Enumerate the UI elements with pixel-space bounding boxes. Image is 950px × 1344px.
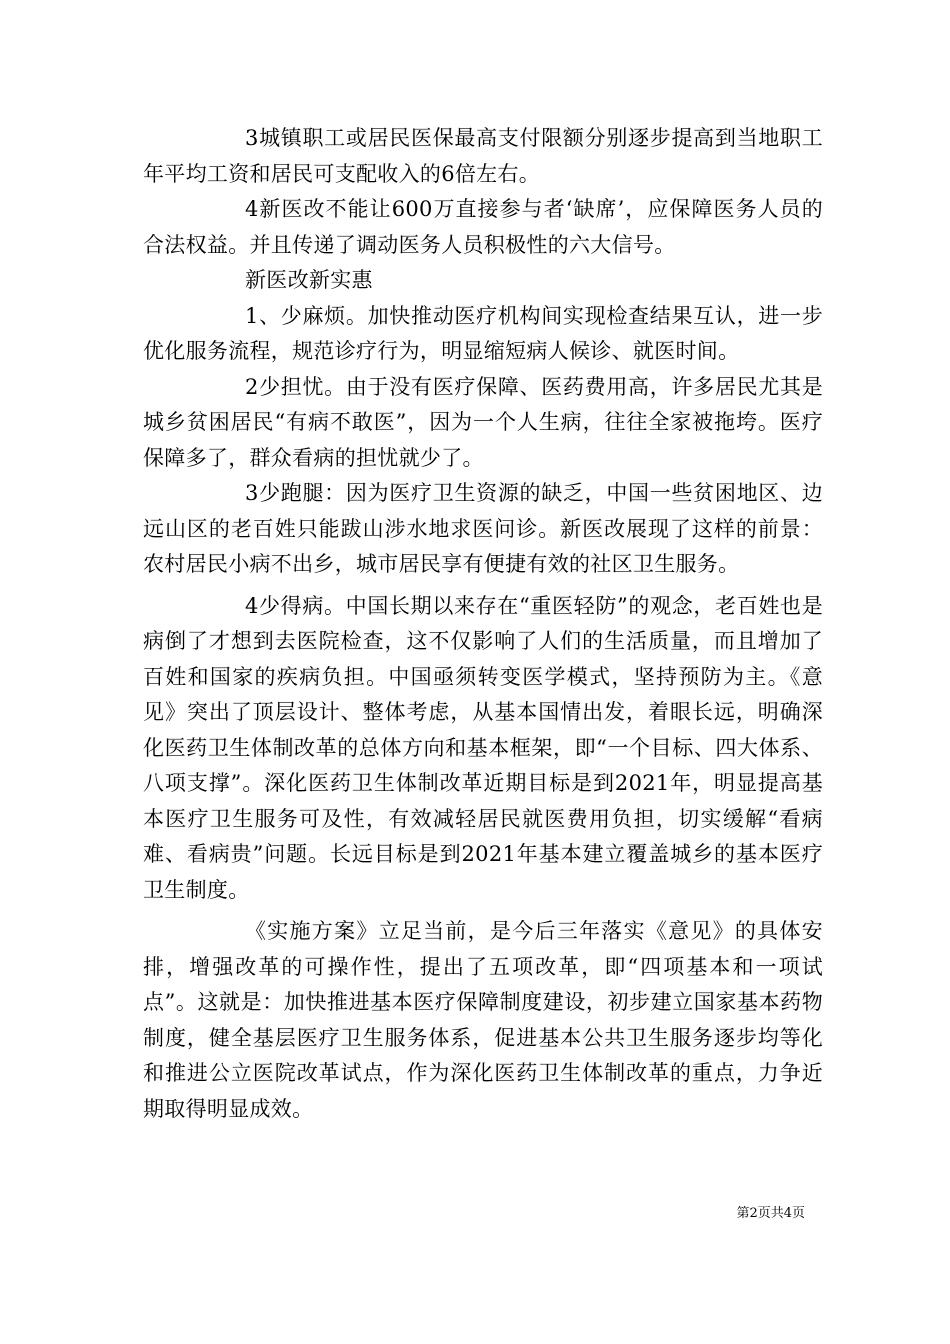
paragraph-less-illness: 4少得病。中国长期以来存在“重医轻防”的观念，老百姓也是病倒了才想到去医院检查，这不仅影响了人们的生活质量，而且增加了百姓和国家的疾病负担。中国亟须转变医学模式，坚持预防为主。《意见》突出了顶层设计、整体考虑，从基本国情出发，着眼长远，明确深化医药卫生体制改革的总体方向和基本框架，即“一个目标、四大体系、八项支撑”。深化医药卫生体制改革近期目标是到2021年，明显提高基本医疗卫生服务可及性，有效减轻居民就医费用负担，切实缓解“看病难、看病贵”问题。长远目标是到2021年基本建立覆盖城乡的基本医疗卫生制度。	[143, 593, 823, 902]
paragraph-medical-staff-rights: 4新医改不能让600万直接参与者‘缺席’，应保障医务人员的合法权益。并且传递了调动医务人员积极性的六大信号。	[143, 197, 823, 257]
paragraph-less-worry: 2少担忧。由于没有医疗保障、医药费用高，许多居民尤其是城乡贫困居民“有病不敢医”，因为一个人生病，往往全家被拖垮。医疗保障多了，群众看病的担忧就少了。	[143, 374, 823, 470]
paragraph-implementation-plan: 《实施方案》立足当前，是今后三年落实《意见》的具体安排，增强改革的可操作性，提出了五项改革，即“四项基本和一项试点”。这就是：加快推进基本医疗保障制度建设，初步建立国家基本药物制度，健全基层医疗卫生服务体系，促进基本公共卫生服务逐步均等化和推进公立医院改革试点，作为深化医药卫生体制改革的重点，力争近期取得明显成效。	[143, 919, 823, 1121]
paragraph-less-trouble: 1、少麻烦。加快推动医疗机构间实现检查结果互认，进一步优化服务流程，规范诊疗行为，明显缩短病人候诊、就医时间。	[143, 303, 823, 363]
section-heading-new-benefits: 新医改新实惠	[245, 268, 373, 292]
paragraph-less-travel: 3少跑腿：因为医疗卫生资源的缺乏，中国一些贫困地区、边远山区的老百姓只能跋山涉水地求医问诊。新医改展现了这样的前景：农村居民小病不出乡，城市居民享有便捷有效的社区卫生服务。	[143, 481, 823, 576]
document-body	[143, 121, 823, 1127]
page-number-footer: 第2页共4页	[736, 1206, 805, 1221]
paragraph-medical-insurance-limit: 3城镇职工或居民医保最高支付限额分别逐步提高到当地职工年平均工资和居民可支配收入的6倍左右。	[143, 126, 823, 186]
